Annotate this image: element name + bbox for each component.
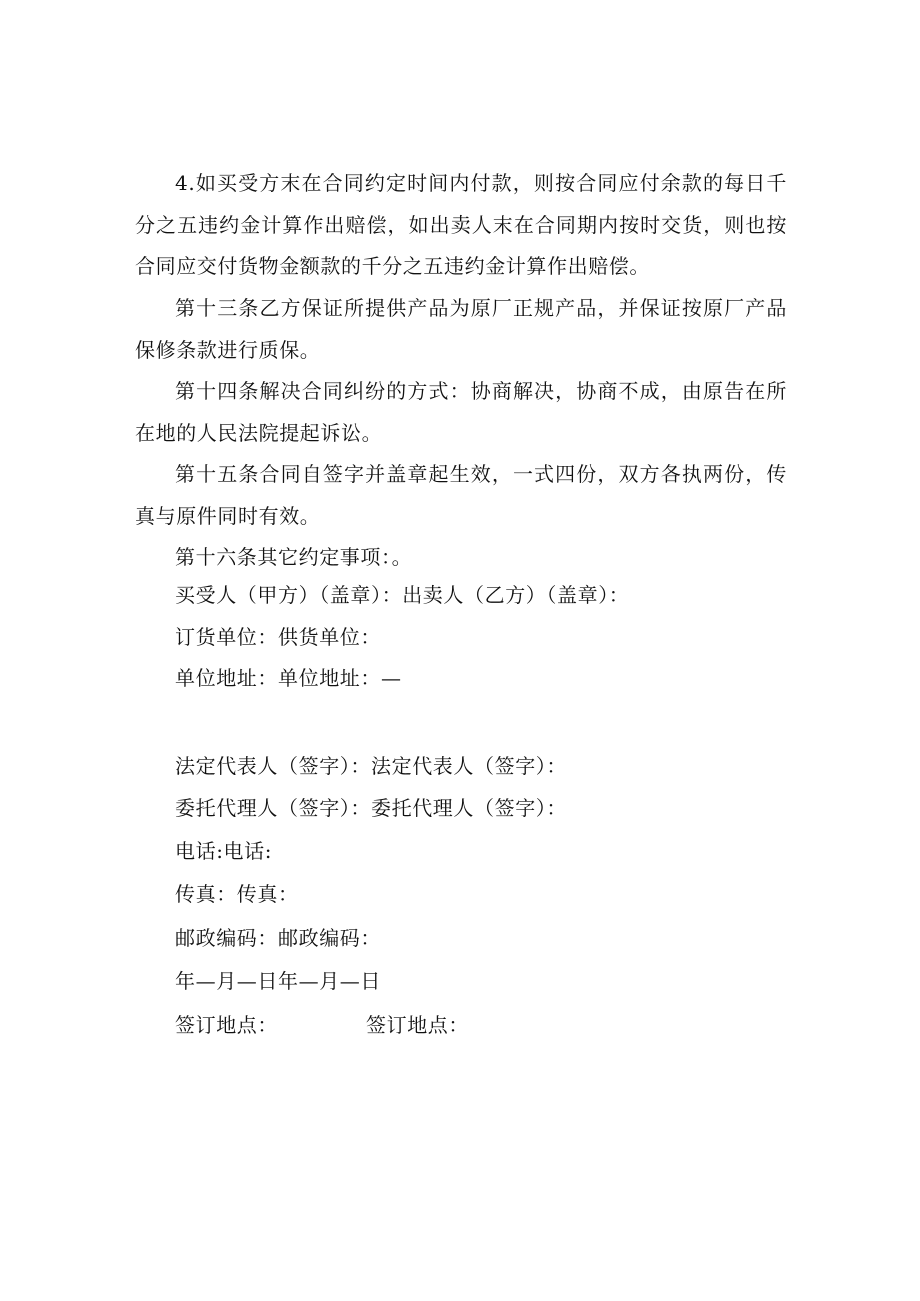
clause-13-warranty: 第十三条乙方保证所提供产品为原厂正规产品，并保证按原厂产品保修条款进行质保。	[135, 296, 787, 362]
phone-line: 电话:电话:	[175, 839, 273, 863]
clause-16-other-terms: 第十六条其它约定事项：。	[175, 545, 413, 569]
sign-place-buyer: 签订地点：	[175, 1013, 278, 1037]
postal-code-line: 邮政编码：邮政编码：	[175, 926, 381, 950]
parties-line: 买受人（甲方）（盖章）：出卖人（乙方）（盖章）：	[175, 583, 630, 607]
date-line: 年—月—日年—月—日	[175, 969, 381, 993]
unit-line: 订货单位：供货单位：	[175, 625, 381, 649]
clause-14-disputes: 第十四条解决合同纠纷的方式：协商解决，协商不成，由原告在所在地的人民法院提起诉讼。	[135, 379, 787, 445]
sign-place-seller: 签订地点：	[366, 1013, 469, 1037]
fax-line: 传真：传真：	[175, 882, 299, 906]
legal-rep-line: 法定代表人（签字）：法定代表人（签字）：	[175, 754, 567, 778]
agent-line: 委托代理人（签字）：委托代理人（签字）：	[175, 796, 567, 820]
clause-15-effectiveness: 第十五条合同自签字并盖章起生效，一式四份，双方各执两份，传真与原件同时有效。	[135, 462, 787, 528]
clause-4-penalty: 4.如买受方末在合同约定时间内付款，则按合同应付余款的每日千分之五违约金计算作出赔偿，如出卖人末在合同期内按时交货，则也按合同应交付货物金额款的千分之五违约金计算作出赔偿。	[135, 171, 787, 278]
address-line: 单位地址：单位地址：—	[175, 666, 402, 690]
